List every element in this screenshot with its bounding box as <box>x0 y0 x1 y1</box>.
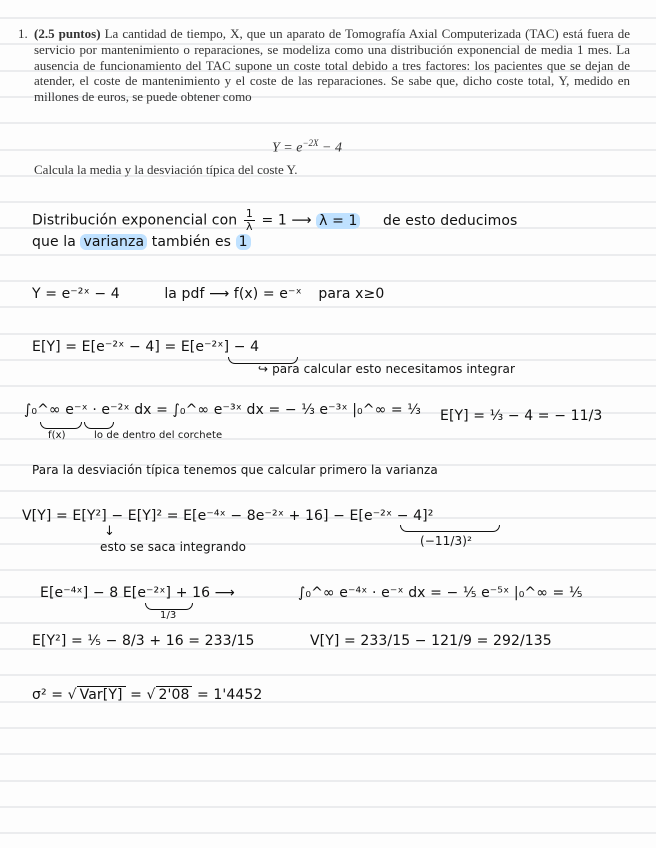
underbrace <box>84 422 114 429</box>
integral-e4x: ∫₀^∞ e⁻⁴ˣ · e⁻ˣ dx = − ⅕ e⁻⁵ˣ |₀^∞ = ⅕ <box>298 585 583 601</box>
expectation-term: E[e⁻²ˣ] <box>180 339 230 355</box>
highlight-lambda: λ = 1 <box>316 213 360 229</box>
solution-line-5: ∫₀^∞ e⁻ˣ · e⁻²ˣ dx = ∫₀^∞ e⁻³ˣ dx = − ⅓ e⁻³ˣ |₀^∞ = ⅓ <box>24 402 421 418</box>
note-integrar: ↪ para calcular esto necesitamos integrar <box>258 362 516 376</box>
down-arrow-icon: ↓ <box>104 524 115 539</box>
solution-line-6: Para la desviación típica tenemos que calcular primero la varianza <box>32 463 438 477</box>
cost-formula: $Y = e^{-2X} - 4$ <box>272 138 342 156</box>
expectation-term: E[e⁻²ˣ] <box>122 585 172 601</box>
solution-line-1: Distribución exponencial con $\frac{1}{\lambda}$ = 1 ⟶ λ = 1 de esto deducimos <box>32 207 518 233</box>
fraction: $\frac{1}{\lambda}$ <box>245 207 253 233</box>
squared-mean-value: (−11/3)² <box>420 534 472 548</box>
solution-line-8: E[e⁻⁴ˣ] − 8 E[e⁻²ˣ] + 16 ⟶ <box>40 585 235 601</box>
task-text: Calcula la media y la desviación típica del coste Y. <box>34 162 298 177</box>
solution-line-2: que la varianza también es 1 <box>32 234 251 250</box>
variance-result: V[Y] = 233/15 − 121/9 = 292/135 <box>310 633 552 649</box>
label-corchete: lo de dentro del corchete <box>94 430 223 441</box>
label-one-third: 1/3 <box>160 610 177 621</box>
solution-line-3: Y = e⁻²ˣ − 4 la pdf ⟶ f(x) = e⁻ˣ para x≥0 <box>32 286 385 302</box>
problem-points: (2.5 puntos) <box>34 26 101 41</box>
label-fx: f(x) <box>48 430 66 441</box>
std-deviation: σ² = √ Var[Y] = √ 2'08 = 1'4452 <box>32 687 263 703</box>
problem-statement <box>18 26 630 105</box>
underbrace <box>400 525 500 532</box>
underbrace <box>145 603 193 610</box>
problem-number: 1. <box>18 26 28 41</box>
solution-line-4: E[Y] = E[e⁻²ˣ − 4] = E[e⁻²ˣ] − 4 <box>32 339 260 355</box>
problem-text: La cantidad de tiempo, X, que un aparato de Tomografía Axial Computerizada (TAC) está fuera de servicio por mantenimiento o reparaciones, se modeliza como una distribución exponencial de media 1 mes. La ausencia de funcionamiento del TAC supone un coste total debido a tres factores: los pacientes que se dejan de atender, el coste de mantenimiento y el coste de las reparaciones. Se sabe que, dicho coste total, Y, medido en millones de euros, se puede obtener como <box>34 26 630 105</box>
second-moment: E[Y²] = ⅕ − 8/3 + 16 = 233/15 <box>32 633 255 649</box>
mean-result: E[Y] = ⅓ − 4 = − 11/3 <box>440 408 603 424</box>
note-integrando: esto se saca integrando <box>100 540 247 554</box>
highlight-varianza: varianza <box>80 234 147 250</box>
solution-line-7: V[Y] = E[Y²] − E[Y]² = E[e⁻⁴ˣ − 8e⁻²ˣ + 16] − E[e⁻²ˣ − 4]² <box>22 508 434 524</box>
underbrace <box>40 422 82 429</box>
squared-mean-term: E[e⁻²ˣ − 4]² <box>349 508 434 524</box>
highlight-one: 1 <box>236 234 251 250</box>
